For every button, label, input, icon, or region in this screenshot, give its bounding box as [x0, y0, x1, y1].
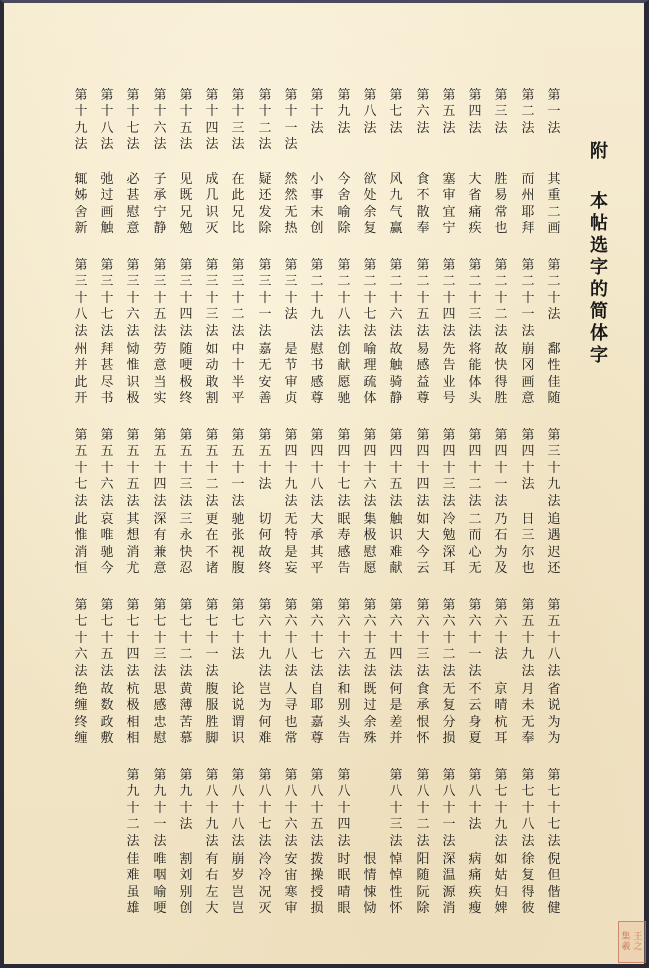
rule-entry	[99, 598, 115, 748]
seal-char: 之	[633, 942, 643, 952]
rule-entry	[546, 428, 562, 578]
rule-label: 第五法	[442, 88, 456, 136]
rule-characters: 而州耶拜	[521, 172, 535, 237]
rule-entry	[152, 88, 168, 238]
rule-entry	[467, 88, 483, 238]
rule-label: 第八十七法	[258, 768, 272, 849]
rule-entry	[152, 598, 168, 748]
rule-label: 第九十二法	[126, 768, 140, 849]
rule-label: 第二十五法	[416, 258, 430, 339]
rule-entry	[493, 428, 509, 578]
rule-label: 第八十五法	[310, 768, 324, 849]
seal-char: 集	[621, 932, 631, 942]
rule-entry	[230, 428, 246, 578]
rule-characters: 将能体头	[468, 342, 482, 407]
rule-entry	[388, 598, 404, 748]
rule-entry	[73, 258, 89, 408]
rule-label: 第六十六法	[337, 598, 351, 679]
rule-characters: 冷冷况灭	[258, 852, 272, 917]
rule-characters: 中十半平	[231, 342, 245, 407]
rule-entry	[520, 428, 536, 578]
rule-characters: 先告业号	[442, 342, 456, 407]
rule-entry	[257, 768, 273, 918]
rule-entry	[493, 258, 509, 408]
rule-characters: 风九气赢	[389, 172, 403, 237]
rule-characters: 集极慰愿	[363, 512, 377, 577]
rule-label: 第五十法	[258, 428, 272, 493]
rule-entry	[520, 598, 536, 748]
rule-label: 第十六法	[153, 88, 167, 153]
rule-entry	[309, 598, 325, 748]
rule-label: 第七十五法	[100, 598, 114, 679]
rule-entry	[546, 768, 562, 918]
rule-entry	[178, 428, 194, 578]
rule-characters: 然然无热	[284, 172, 298, 237]
rule-entry	[388, 88, 404, 238]
rule-entry	[520, 258, 536, 408]
rule-entry	[441, 258, 457, 408]
rule-label: 第十一法	[284, 88, 298, 153]
rule-entry	[362, 768, 378, 918]
rule-entry	[441, 768, 457, 918]
rule-label: 第五十二法	[205, 428, 219, 509]
rule-label: 第七十三法	[153, 598, 167, 679]
rule-label: 第六十二法	[442, 598, 456, 679]
rule-label: 第十九法	[74, 88, 88, 153]
rule-entry	[230, 88, 246, 238]
rule-characters: 和别头告	[337, 682, 351, 747]
rule-label: 第四十九法	[284, 428, 298, 509]
rule-entry	[99, 258, 115, 408]
rule-entry	[388, 768, 404, 918]
rule-characters: 恸惟识极	[126, 342, 140, 407]
rule-label: 第二十七法	[363, 258, 377, 339]
rule-label: 第七十八法	[521, 768, 535, 849]
rule-label: 第八十六法	[284, 768, 298, 849]
rule-characters: 辄姊舍新	[74, 172, 88, 237]
rule-entry	[283, 598, 299, 748]
rule-label: 第九十一法	[153, 768, 167, 849]
rule-entry	[467, 258, 483, 408]
rule-characters: 省说为为	[547, 682, 561, 747]
rule-entry	[178, 88, 194, 238]
rule-characters: 崩冈画意	[521, 342, 535, 407]
rule-characters: 乃石为及	[494, 512, 508, 577]
rule-entry	[309, 428, 325, 578]
rule-label: 第八十二法	[416, 768, 430, 849]
rule-label: 第四十一法	[494, 428, 508, 509]
rule-characters: 自耶嘉尊	[310, 682, 324, 747]
rule-entry	[493, 768, 509, 918]
rule-entry	[415, 598, 431, 748]
rule-entry	[230, 768, 246, 918]
rule-characters: 无特是妄	[284, 512, 298, 577]
rule-characters: 腹服胜脚	[205, 682, 219, 747]
rule-characters: 绝缠终缠	[74, 682, 88, 747]
rule-label: 第六十八法	[284, 598, 298, 679]
rule-characters: 何是差并	[389, 682, 403, 747]
rule-entry	[336, 88, 352, 238]
rule-label: 第八十九法	[205, 768, 219, 849]
rule-entry	[125, 768, 141, 918]
rule-entry	[362, 598, 378, 748]
rule-characters: 拜甚尽书	[100, 342, 114, 407]
rule-characters: 此惟消恒	[74, 512, 88, 577]
rule-characters: 其想消尤	[126, 512, 140, 577]
seal-char: 王	[633, 932, 643, 942]
rule-entry	[520, 88, 536, 238]
rule-label: 第七十九法	[494, 768, 508, 849]
rule-entry	[493, 598, 509, 748]
rule-label: 第六十一法	[468, 598, 482, 679]
rule-label: 第三十一法	[258, 258, 272, 339]
rule-characters: 食不散奉	[416, 172, 430, 237]
rule-entry	[336, 598, 352, 748]
rule-entry	[230, 598, 246, 748]
rule-label: 第七十一法	[205, 598, 219, 679]
rule-characters: 徐复得彼	[521, 852, 535, 917]
rule-characters: 岂为何难	[258, 682, 272, 747]
rule-characters: 鄱性佳随	[547, 342, 561, 407]
title-text: 本帖选字的简体字	[590, 191, 608, 366]
rule-label: 第八十一法	[442, 768, 456, 849]
rule-characters: 深温源消	[442, 852, 456, 917]
rule-entry	[257, 598, 273, 748]
rule-characters: 悼悼性怀	[389, 852, 403, 917]
rule-characters: 大省痛疾	[468, 172, 482, 237]
rule-characters: 佳难虽雄	[126, 852, 140, 917]
rule-characters: 日三尔也	[521, 512, 535, 577]
rule-characters: 倪但偕健	[547, 852, 561, 917]
rule-label: 第七十法	[231, 598, 245, 663]
rule-characters: 黄薄苦慕	[179, 682, 193, 747]
rule-entry	[178, 768, 194, 918]
rule-label: 第二十一法	[521, 258, 535, 339]
rule-entry	[309, 768, 325, 918]
rule-entry	[283, 428, 299, 578]
rule-characters: 有右左大	[205, 852, 219, 917]
rule-entry	[99, 428, 115, 578]
rule-characters: 切何故终	[258, 512, 272, 577]
rule-characters: 拨操授损	[310, 852, 324, 917]
rule-label: 第五十五法	[126, 428, 140, 509]
rule-label: 第六十四法	[389, 598, 403, 679]
rule-characters: 唯咽喻哽	[153, 852, 167, 917]
rule-characters: 在此兄比	[231, 172, 245, 237]
rule-label: 第六法	[416, 88, 430, 136]
rule-characters: 割刘别创	[179, 852, 193, 917]
rule-entry	[283, 768, 299, 918]
rule-entry	[283, 258, 299, 408]
rule-label: 第二十法	[547, 258, 561, 323]
rule-label: 第八十法	[468, 768, 482, 833]
rule-entry	[388, 428, 404, 578]
rule-characters: 今舍喻除	[337, 172, 351, 237]
rule-characters: 深有兼意	[153, 512, 167, 577]
rule-entry	[125, 258, 141, 408]
rule-characters: 故数政敷	[100, 682, 114, 747]
rule-entry	[204, 258, 220, 408]
rule-label: 第二十六法	[389, 258, 403, 339]
rule-label: 第七法	[389, 88, 403, 136]
rule-entry	[388, 258, 404, 408]
rule-entry	[73, 598, 89, 748]
rule-label: 第五十八法	[547, 598, 561, 679]
rule-label: 第二十四法	[442, 258, 456, 339]
rule-characters: 时眠晴眼	[337, 852, 351, 917]
rule-characters: 州并此开	[74, 342, 88, 407]
rule-characters: 眠寿感告	[337, 512, 351, 577]
rule-characters: 无复分损	[442, 682, 456, 747]
rule-label: 第四十八法	[310, 428, 324, 509]
rule-label: 第五十一法	[231, 428, 245, 509]
rule-entry	[257, 88, 273, 238]
rule-label: 第三十七法	[100, 258, 114, 339]
rule-characters: 其重二画	[547, 172, 561, 237]
rule-characters: 喻理疏体	[363, 342, 377, 407]
rule-entry	[546, 258, 562, 408]
rule-label: 第五十九法	[521, 598, 535, 679]
rule-characters: 弛过画触	[100, 172, 114, 237]
rule-characters: 三永快忍	[179, 512, 193, 577]
rule-characters: 见既兄勉	[179, 172, 193, 237]
rule-entry	[178, 598, 194, 748]
rule-label: 第二十八法	[337, 258, 351, 339]
rule-label: 第三十九法	[547, 428, 561, 509]
rule-characters: 月未无奉	[521, 682, 535, 747]
rule-entry	[415, 258, 431, 408]
rule-label: 第五十六法	[100, 428, 114, 509]
page-title	[587, 141, 611, 367]
rule-label: 第六十五法	[363, 598, 377, 679]
rule-characters: 大承其平	[310, 512, 324, 577]
rule-characters: 追遇迟还	[547, 512, 561, 577]
rule-entry	[441, 598, 457, 748]
rule-label: 第六十三法	[416, 598, 430, 679]
rule-characters: 杭极相相	[126, 682, 140, 747]
rule-characters: 哀唯驰今	[100, 512, 114, 577]
rule-entry	[125, 88, 141, 238]
rule-label: 第九法	[337, 88, 351, 136]
rule-entry	[467, 428, 483, 578]
rule-entry	[204, 598, 220, 748]
rule-characters: 慰书感尊	[310, 342, 324, 407]
rule-entry	[125, 598, 141, 748]
rule-entry	[441, 428, 457, 578]
rule-label: 第十八法	[100, 88, 114, 153]
rule-entry	[520, 768, 536, 918]
rule-label: 第四十三法	[442, 428, 456, 509]
rule-characters: 是节审贞	[284, 342, 298, 407]
rule-label: 第八十三法	[389, 768, 403, 849]
rule-characters: 疑还发除	[258, 172, 272, 237]
rule-entry	[152, 428, 168, 578]
rule-label: 第三十六法	[126, 258, 140, 339]
rule-label: 第九十法	[179, 768, 193, 833]
rule-entry	[336, 258, 352, 408]
rule-entry	[362, 88, 378, 238]
rule-characters: 劳意当实	[153, 342, 167, 407]
rule-characters: 更在不诸	[205, 512, 219, 577]
rule-label: 第五十四法	[153, 428, 167, 509]
rule-label: 第七十七法	[547, 768, 561, 849]
rule-characters: 塞审宜宁	[442, 172, 456, 237]
rule-label: 第三十法	[284, 258, 298, 323]
rule-label: 第十四法	[205, 88, 219, 153]
rule-label: 第十七法	[126, 88, 140, 153]
rule-entry	[336, 428, 352, 578]
rule-entry	[204, 88, 220, 238]
rule-characters: 崩岁岂岂	[231, 852, 245, 917]
rule-characters: 食承恨怀	[416, 682, 430, 747]
rule-label: 第八法	[363, 88, 377, 136]
rule-entry	[546, 88, 562, 238]
seal-stamp	[618, 921, 646, 963]
rule-entry	[362, 258, 378, 408]
rule-characters: 论说谓识	[231, 682, 245, 747]
rule-characters: 驰张视腹	[231, 512, 245, 577]
rule-label: 第三十二法	[231, 258, 245, 339]
rule-entry	[336, 768, 352, 918]
rule-entry	[152, 258, 168, 408]
rule-characters: 如动敢割	[205, 342, 219, 407]
rule-label: 第三十三法	[205, 258, 219, 339]
rule-characters: 病痛疾瘦	[468, 852, 482, 917]
rule-characters: 创献愿驰	[337, 342, 351, 407]
rule-entry	[73, 428, 89, 578]
rule-label: 第一法	[547, 88, 561, 136]
rule-characters: 京晴杭耳	[494, 682, 508, 747]
rule-characters: 小事末创	[310, 172, 324, 237]
rule-characters: 欲处余复	[363, 172, 377, 237]
rule-label: 第八十八法	[231, 768, 245, 849]
rule-label	[362, 768, 378, 852]
rule-entry	[415, 88, 431, 238]
rule-entry	[546, 598, 562, 748]
rule-characters: 安宙寒审	[284, 852, 298, 917]
rule-label: 第三十八法	[74, 258, 88, 339]
rule-characters: 随哽极终	[179, 342, 193, 407]
rule-entry	[415, 428, 431, 578]
rule-entry	[178, 258, 194, 408]
rule-characters: 二而心无	[468, 512, 482, 577]
rule-entry	[309, 258, 325, 408]
rule-label: 第六十九法	[258, 598, 272, 679]
rule-entry	[204, 428, 220, 578]
rule-characters: 子承宁静	[153, 172, 167, 237]
rule-entry	[283, 88, 299, 238]
rule-entry	[204, 768, 220, 918]
rule-label: 第十三法	[231, 88, 245, 153]
rule-label: 第七十四法	[126, 598, 140, 679]
rule-label: 第七十二法	[179, 598, 193, 679]
rule-label: 第四十二法	[468, 428, 482, 509]
rule-characters: 思感忠慰	[153, 682, 167, 747]
rule-label: 第三法	[494, 88, 508, 136]
rule-entry	[257, 258, 273, 408]
title-prefix: 附	[590, 141, 608, 162]
rule-entry	[99, 88, 115, 238]
rule-label: 第二十三法	[468, 258, 482, 339]
rule-label: 第五十七法	[74, 428, 88, 509]
rule-label: 第十二法	[258, 88, 272, 153]
rule-characters: 胜易常也	[494, 172, 508, 237]
rule-label: 第三十四法	[179, 258, 193, 339]
rule-entry	[493, 88, 509, 238]
rule-entry	[230, 258, 246, 408]
rule-entry	[467, 598, 483, 748]
rule-label: 第四十六法	[363, 428, 377, 509]
rule-characters: 易感益尊	[416, 342, 430, 407]
rule-characters: 冷勉深耳	[442, 512, 456, 577]
rule-label: 第二十九法	[310, 258, 324, 339]
rule-entry	[415, 768, 431, 918]
rule-characters: 故快得胜	[494, 342, 508, 407]
rule-characters: 恨情悚恸	[363, 852, 377, 917]
rule-entry	[467, 768, 483, 918]
rule-label: 第六十七法	[310, 598, 324, 679]
rule-label: 第二十二法	[494, 258, 508, 339]
rule-label: 第十法	[310, 88, 324, 136]
rule-label: 第十五法	[179, 88, 193, 153]
rule-label: 第二法	[521, 88, 535, 136]
rule-characters: 既过余殊	[363, 682, 377, 747]
rule-label: 第八十四法	[337, 768, 351, 849]
rule-label: 第四十五法	[389, 428, 403, 509]
rule-characters: 如姑妇婢	[494, 852, 508, 917]
rule-entry	[309, 88, 325, 238]
rule-characters: 触识难献	[389, 512, 403, 577]
rule-entry	[362, 428, 378, 578]
rule-label: 第六十法	[494, 598, 508, 663]
rule-label: 第四法	[468, 88, 482, 136]
rule-characters: 嘉无安善	[258, 342, 272, 407]
rule-entry	[73, 88, 89, 238]
seal-char: 羲	[621, 942, 631, 952]
rule-characters: 不云身夏	[468, 682, 482, 747]
rule-entry	[441, 88, 457, 238]
rule-characters: 如大今云	[416, 512, 430, 577]
rule-characters: 人寻也常	[284, 682, 298, 747]
rule-label: 第四十法	[521, 428, 535, 493]
rule-label: 第五十三法	[179, 428, 193, 509]
rule-label: 第七十六法	[74, 598, 88, 679]
rule-characters: 必甚慰意	[126, 172, 140, 237]
rule-characters: 成几识灭	[205, 172, 219, 237]
rule-characters: 阳随阮除	[416, 852, 430, 917]
rule-label: 第三十五法	[153, 258, 167, 339]
rule-entry	[125, 428, 141, 578]
rule-entry	[257, 428, 273, 578]
rule-characters: 故触骑静	[389, 342, 403, 407]
rule-label: 第四十七法	[337, 428, 351, 509]
rule-entry	[152, 768, 168, 918]
rule-label: 第四十四法	[416, 428, 430, 509]
